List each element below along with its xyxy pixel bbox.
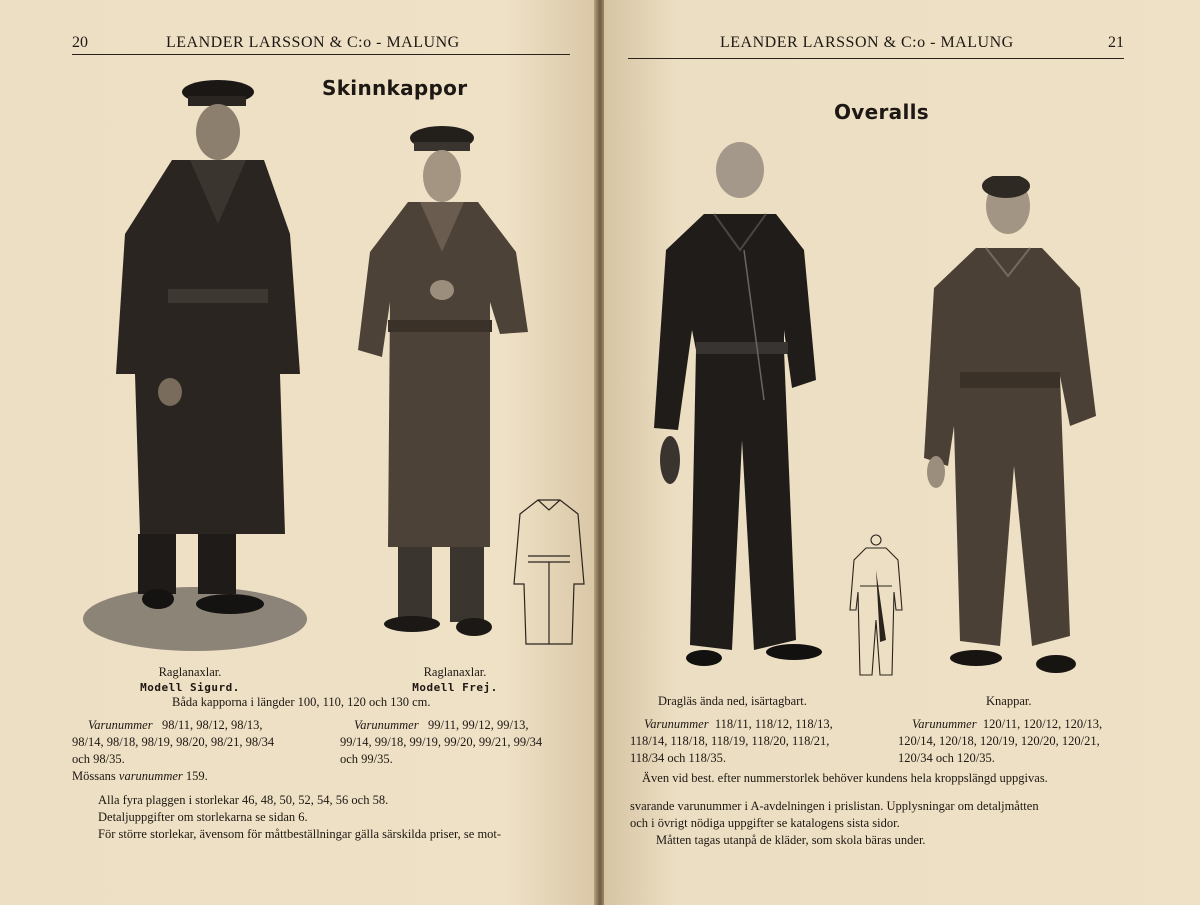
article-numbers-zip-overall: Varunummer 118/11, 118/12, 118/13, 118/14, 118/18, 118/19, 118/20, 118/21, 118/34 och 118/35. [630,717,833,765]
body-length-note: Även vid best. efter nummerstorlek behöver kundens hela kroppslängd uppgivas. [642,771,1048,785]
article-numbers-sigurd: Varunummer 98/11, 98/12, 98/13, 98/14, 98/18, 98/19, 98/20, 98/21, 98/34 och 98/35. [72,718,275,766]
details-paragraph: och i övrigt nödiga uppgifter se katalogens sista sidor. [630,816,900,830]
figure-caption-sigurd: Raglanaxlar. Modell Sigurd. [140,665,240,694]
pricing-paragraph: För större storlekar, ävensom för måttbeställningar gälla särskilda priser, se mot- [98,827,502,841]
page-title: Skinnkappor [322,76,468,100]
left-page [0,0,596,905]
page-header: LEANDER LARSSON & C:o - MALUNG [166,34,460,51]
page-header: LEANDER LARSSON & C:o - MALUNG [720,34,1014,51]
lengths-note: Båda kapporna i längder 100, 110, 120 och 130 cm. [172,695,431,709]
cap-article-note: Mössans varunummer 159. [72,769,208,783]
header-rule [628,58,1124,59]
right-page [604,0,1200,905]
page-title: Overalls [834,100,929,124]
article-numbers-frej: Varunummer 99/11, 99/12, 99/13, 99/14, 99/18, 99/19, 99/20, 99/21, 99/34 och 99/35. [340,718,543,766]
figure-caption-frej: Raglanaxlar. Modell Frej. [412,665,498,694]
overall-front-sketch [846,530,906,680]
header-rule [72,54,570,55]
overall-zip-figure [644,140,844,680]
page-number: 20 [72,34,88,51]
measurement-paragraph: Måtten tagas utanpå de kläder, som skola bäras under. [656,833,926,847]
overall-button-figure [920,176,1104,680]
coat-back-sketch [508,494,590,650]
sizes-paragraph: Alla fyra plaggen i storlekar 46, 48, 50, 52, 54, 56 och 58. [98,793,389,807]
page-number: 21 [1108,34,1124,51]
size-details-paragraph: Detaljuppgifter om storlekarna se sidan 6. [98,810,308,824]
figure-caption-zip: Dragläs ända ned, isärtagbart. [658,694,807,708]
pricing-continuation: svarande varunummer i A-avdelningen i prislistan. Upplysningar om detaljmåtten [630,799,1039,813]
figure-caption-buttons: Knappar. [986,694,1032,708]
article-numbers-button-overall: Varunummer 120/11, 120/12, 120/13, 120/14, 120/18, 120/19, 120/20, 120/21, 120/34 och 120/35. [898,717,1103,765]
coat-sigurd-figure [80,74,320,659]
